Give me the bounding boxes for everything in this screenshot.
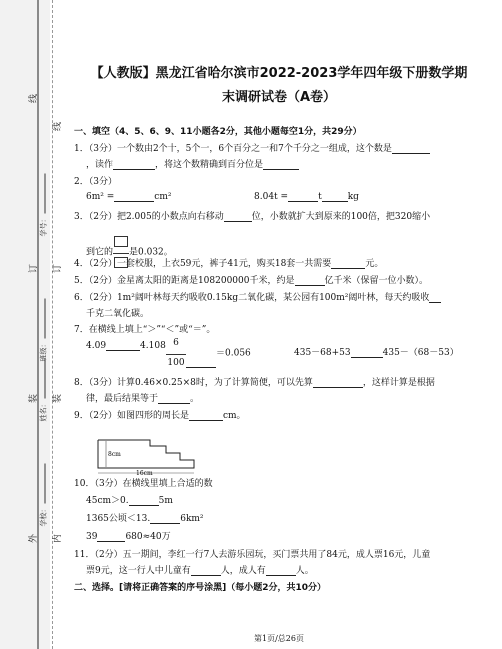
question-6-cont: 千克二氧化碳。 — [86, 309, 150, 319]
answer-blank[interactable] — [113, 159, 155, 170]
question-8-cont: 律，最后结果等于 。 — [86, 394, 200, 404]
question-2: 2．（3分） — [74, 177, 117, 187]
question-8: 8．（3分）计算0.46×0.25×8时，为了计算简便，可以先算 ，这样计算是根据 — [74, 378, 435, 388]
section-heading-fill-blank: 一、填空（4、5、6、9、11小题各2分，其他小题每空1分，共29分） — [74, 127, 362, 137]
question-10a: 45cm＞0. 5m — [86, 496, 173, 506]
question-7b: $\frac{6}{100} =0.056$ — [167, 338, 251, 368]
question-7: 7．在横线上填上“＞”“＜”或“＝”。 — [74, 325, 216, 335]
answer-blank[interactable] — [322, 191, 348, 202]
binding-dashed-line — [52, 0, 53, 649]
question-11-cont: 票9元，这一行人中儿童有 人，成人有 人。 — [86, 566, 314, 576]
gutter-field-class: 班级： — [39, 299, 49, 362]
page-footer: 第1页/总26页 — [254, 634, 304, 643]
exam-title-line2: 末调研试卷（A卷） — [221, 90, 337, 105]
staircase-figure — [94, 436, 204, 476]
question-5: 5．（2分）金星离太阳的距离是108200000千米，约是 亿千米（保留一位小数）。 — [74, 276, 429, 286]
section-heading-multiple-choice: 二、选择。[请将正确答案的序号涂黑]（每小题2分，共10分） — [74, 583, 327, 593]
question-10: 10．（3分）在横线里填上合适的数 — [74, 479, 213, 489]
answer-blank[interactable] — [158, 393, 190, 404]
answer-blank[interactable] — [263, 159, 299, 170]
answer-blank[interactable] — [313, 377, 363, 388]
gutter-mark-inner: 装 — [53, 393, 64, 404]
answer-blank[interactable] — [150, 513, 180, 524]
answer-blank[interactable] — [288, 191, 318, 202]
answer-blank[interactable] — [351, 347, 383, 358]
figure-height-label: 8cm — [108, 451, 121, 458]
gutter-mark-inner: 线 — [53, 121, 64, 132]
answer-blank[interactable] — [429, 292, 441, 303]
gutter-mark-outer: 线 — [29, 93, 40, 104]
answer-blank[interactable] — [186, 357, 216, 368]
exam-paper — [64, 0, 494, 649]
answer-blank[interactable] — [129, 495, 159, 506]
answer-blank[interactable] — [114, 191, 154, 202]
gutter-field-school: 学校： — [39, 464, 49, 527]
answer-blank[interactable] — [97, 531, 125, 542]
gutter-field-student-id: 学号： — [39, 174, 49, 237]
question-7a: 4.09 4.108 — [86, 341, 166, 351]
question-7c: 435－68+53 435－（68－53） — [294, 348, 459, 358]
answer-blank[interactable] — [392, 143, 430, 154]
question-10c: 39 680≈40万 — [86, 532, 171, 542]
gutter-mark-inner: 内 — [53, 533, 64, 544]
answer-blank[interactable] — [295, 275, 325, 286]
figure-width-label: 16cm — [136, 470, 153, 476]
question-4: 4．（2分）一套校服，上衣59元，裤子41元，购买18套一共需要 元。 — [74, 259, 384, 269]
question-3-cont: 到它的 是0.032。 — [86, 236, 173, 268]
answer-blank[interactable] — [191, 565, 221, 576]
question-11: 11．（2分）五一期间，李红一行7人去游乐园玩，买门票共用了84元，成人票16元，儿童 — [74, 550, 431, 560]
fraction-box-top[interactable] — [114, 236, 128, 247]
question-1: 1．（3分）一个数由2个十，5个一，6个百分之一和7个千分之一组成，这个数是 — [74, 141, 430, 154]
exam-title-line1: 【人教版】黑龙江省哈尔滨市2022-2023学年四年级下册数学期 — [90, 66, 468, 81]
answer-blank[interactable] — [224, 211, 252, 222]
question-10b: 1365公顷＜13. 6km² — [86, 514, 204, 524]
question-2a: 6m² = cm² — [86, 192, 172, 202]
gutter-mark-inner: 订 — [53, 263, 64, 274]
question-1-cont: ，读作 ，将这个数精确到百分位是 — [86, 157, 299, 170]
answer-blank[interactable] — [106, 340, 140, 351]
answer-blank[interactable] — [331, 258, 365, 269]
answer-blank[interactable] — [189, 410, 223, 421]
question-2b: 8.04t = t kg — [254, 192, 359, 202]
gutter-mark-outer: 外 — [29, 533, 40, 544]
gutter-mark-outer: 装 — [29, 393, 40, 404]
question-3: 3．（2分）把2.005的小数点向右移动 位，小数就扩大到原来的100倍，把320缩小 — [74, 212, 431, 222]
question-6: 6．（2分）1m²阔叶林每天约吸收0.15kg二氧化碳，某公园有100m²阔叶林，每天约吸收 — [74, 290, 441, 303]
gutter-field-name: 姓名： — [39, 359, 49, 422]
gutter-mark-outer: 订 — [29, 263, 40, 274]
question-9: 9．（2分）如图四形的周长是 cm。 — [74, 411, 246, 421]
answer-blank[interactable] — [266, 565, 296, 576]
